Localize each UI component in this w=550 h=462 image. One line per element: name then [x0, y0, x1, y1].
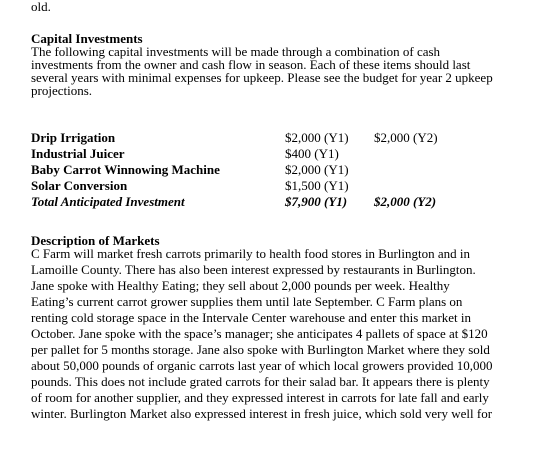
top-fragment-text: old. [31, 0, 51, 14]
markets-paragraph-line: Jane spoke with Healthy Eating; they sell about 2,000 pounds per week. Healthy [31, 278, 450, 293]
markets-paragraph-line: C Farm will market fresh carrots primarily to health food stores in Burlington and in [31, 246, 471, 261]
markets-paragraph-line: pounds. This does not include grated carrots for their salad bar. It appears there is plenty [31, 374, 490, 389]
capital-paragraph-line: projections. [31, 83, 93, 98]
markets-paragraph-line: of room for another supplier, and they expressed interest in carrots for late fall and early [31, 390, 489, 405]
investment-year2-amount: $2,000 (Y2) [374, 130, 438, 145]
investment-name: Baby Carrot Winnowing Machine [31, 162, 220, 177]
markets-paragraph-line: October. Jane spoke with the space’s manager; she anticipates 4 pallets of space at $120 [31, 326, 488, 341]
investment-name: Solar Conversion [31, 178, 128, 193]
capital-investments-heading: Capital Investments [31, 31, 143, 46]
investment-year1-amount: $1,500 (Y1) [285, 178, 349, 193]
investment-name: Drip Irrigation [31, 130, 116, 145]
investment-total-label: Total Anticipated Investment [31, 194, 185, 209]
investment-name: Industrial Juicer [31, 146, 125, 161]
markets-paragraph-line: renting cold storage space in the Intervale Center warehouse and enter this market in [31, 310, 472, 325]
capital-paragraph-line: investments from the owner and cash flow in season. Each of these items should last [31, 57, 471, 72]
capital-paragraph-line: several years with minimal expenses for upkeep. Please see the budget for year 2 upkeep [31, 70, 493, 85]
markets-paragraph-line: Eating’s current carrot grower supplies them until late September. C Farm plans on [31, 294, 463, 309]
markets-paragraph-line: per pallet for 5 months storage. Jane also spoke with Burlington Market where they sold [31, 342, 490, 357]
investment-year1-amount: $400 (Y1) [285, 146, 339, 161]
investment-year1-amount: $2,000 (Y1) [285, 162, 349, 177]
investment-year1-amount: $2,000 (Y1) [285, 130, 349, 145]
markets-heading: Description of Markets [31, 233, 160, 248]
markets-paragraph-line: Lamoille County. There has also been interest expressed by restaurants in Burlington. [31, 262, 476, 277]
capital-paragraph-line: The following capital investments will be made through a combination of cash [31, 44, 441, 59]
markets-paragraph-line: about 50,000 pounds of organic carrots last year of which local growers provided 10,000 [31, 358, 493, 373]
investment-total-year1: $7,900 (Y1) [285, 194, 348, 209]
markets-paragraph-line: winter. Burlington Market also expressed interest in fresh juice, which sold very well for [31, 406, 493, 421]
investment-total-year2: $2,000 (Y2) [374, 194, 437, 209]
